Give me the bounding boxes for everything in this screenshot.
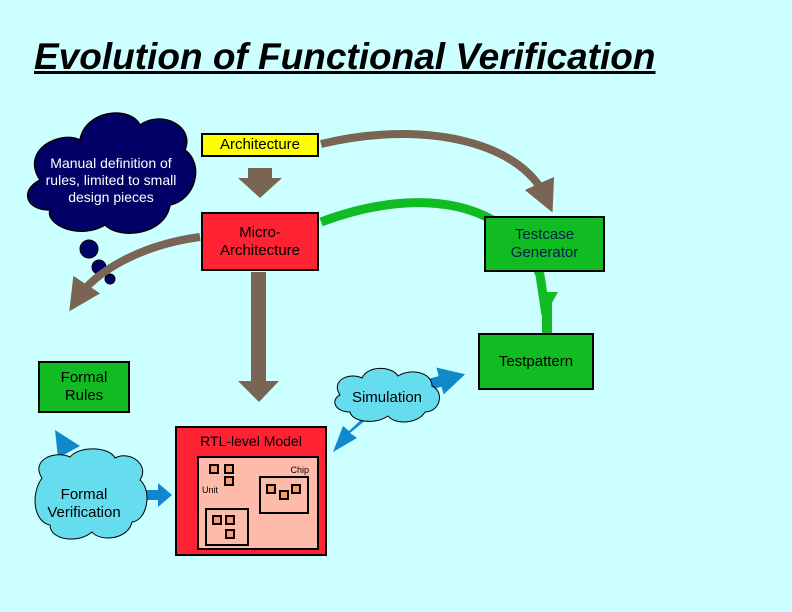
testcase-to-testpattern-connector (542, 300, 552, 333)
unit-1-cell-b (224, 464, 234, 474)
formal-verification-label: Formal Verification (47, 486, 121, 521)
micro-architecture-label: Micro- Architecture (219, 223, 301, 259)
unit-label: Unit (202, 485, 219, 495)
unit-2-cell-c (291, 484, 301, 494)
page-title: Evolution of Functional Verification (34, 36, 656, 77)
unit-2-cell-b (279, 490, 289, 500)
chip-label: Chip (290, 465, 309, 475)
unit-1-cell-a (209, 464, 219, 474)
simulation-label: Simulation (351, 389, 423, 406)
unit-3-cell-c (225, 529, 235, 539)
architecture-label: Architecture (219, 136, 301, 153)
arrow-micro-to-rtl (238, 272, 279, 402)
formal-rules-label: Formal Rules (60, 369, 108, 404)
testcase-generator-box[interactable] (484, 216, 605, 272)
arrow-arch-to-micro (238, 168, 282, 198)
testcase-generator-label: Testcase Generator (510, 226, 579, 261)
testpattern-box[interactable] (478, 333, 594, 390)
unit-block-1 (202, 460, 242, 496)
thought-bubble-3 (105, 274, 115, 284)
unit-1-cell-c (224, 476, 234, 486)
arrow-arch-to-testcase (321, 134, 546, 198)
thought-bubble-1 (80, 240, 98, 258)
thought-bubble-text: Manual definition of rules, limited to small design pieces (45, 155, 177, 205)
formal-rules-box[interactable] (38, 361, 130, 413)
rtl-model-label: RTL-level Model (200, 433, 302, 449)
rtl-model-box[interactable] (175, 426, 327, 556)
unit-3-cell-b (225, 515, 235, 525)
unit-2-cell-a (266, 484, 276, 494)
unit-block-3 (205, 508, 249, 546)
micro-architecture-box[interactable] (201, 212, 319, 271)
chip-box[interactable] (197, 456, 319, 550)
unit-block-2 (259, 476, 309, 514)
unit-3-cell-a (212, 515, 222, 525)
testpattern-label: Testpattern (498, 353, 574, 370)
architecture-box[interactable] (201, 133, 319, 157)
